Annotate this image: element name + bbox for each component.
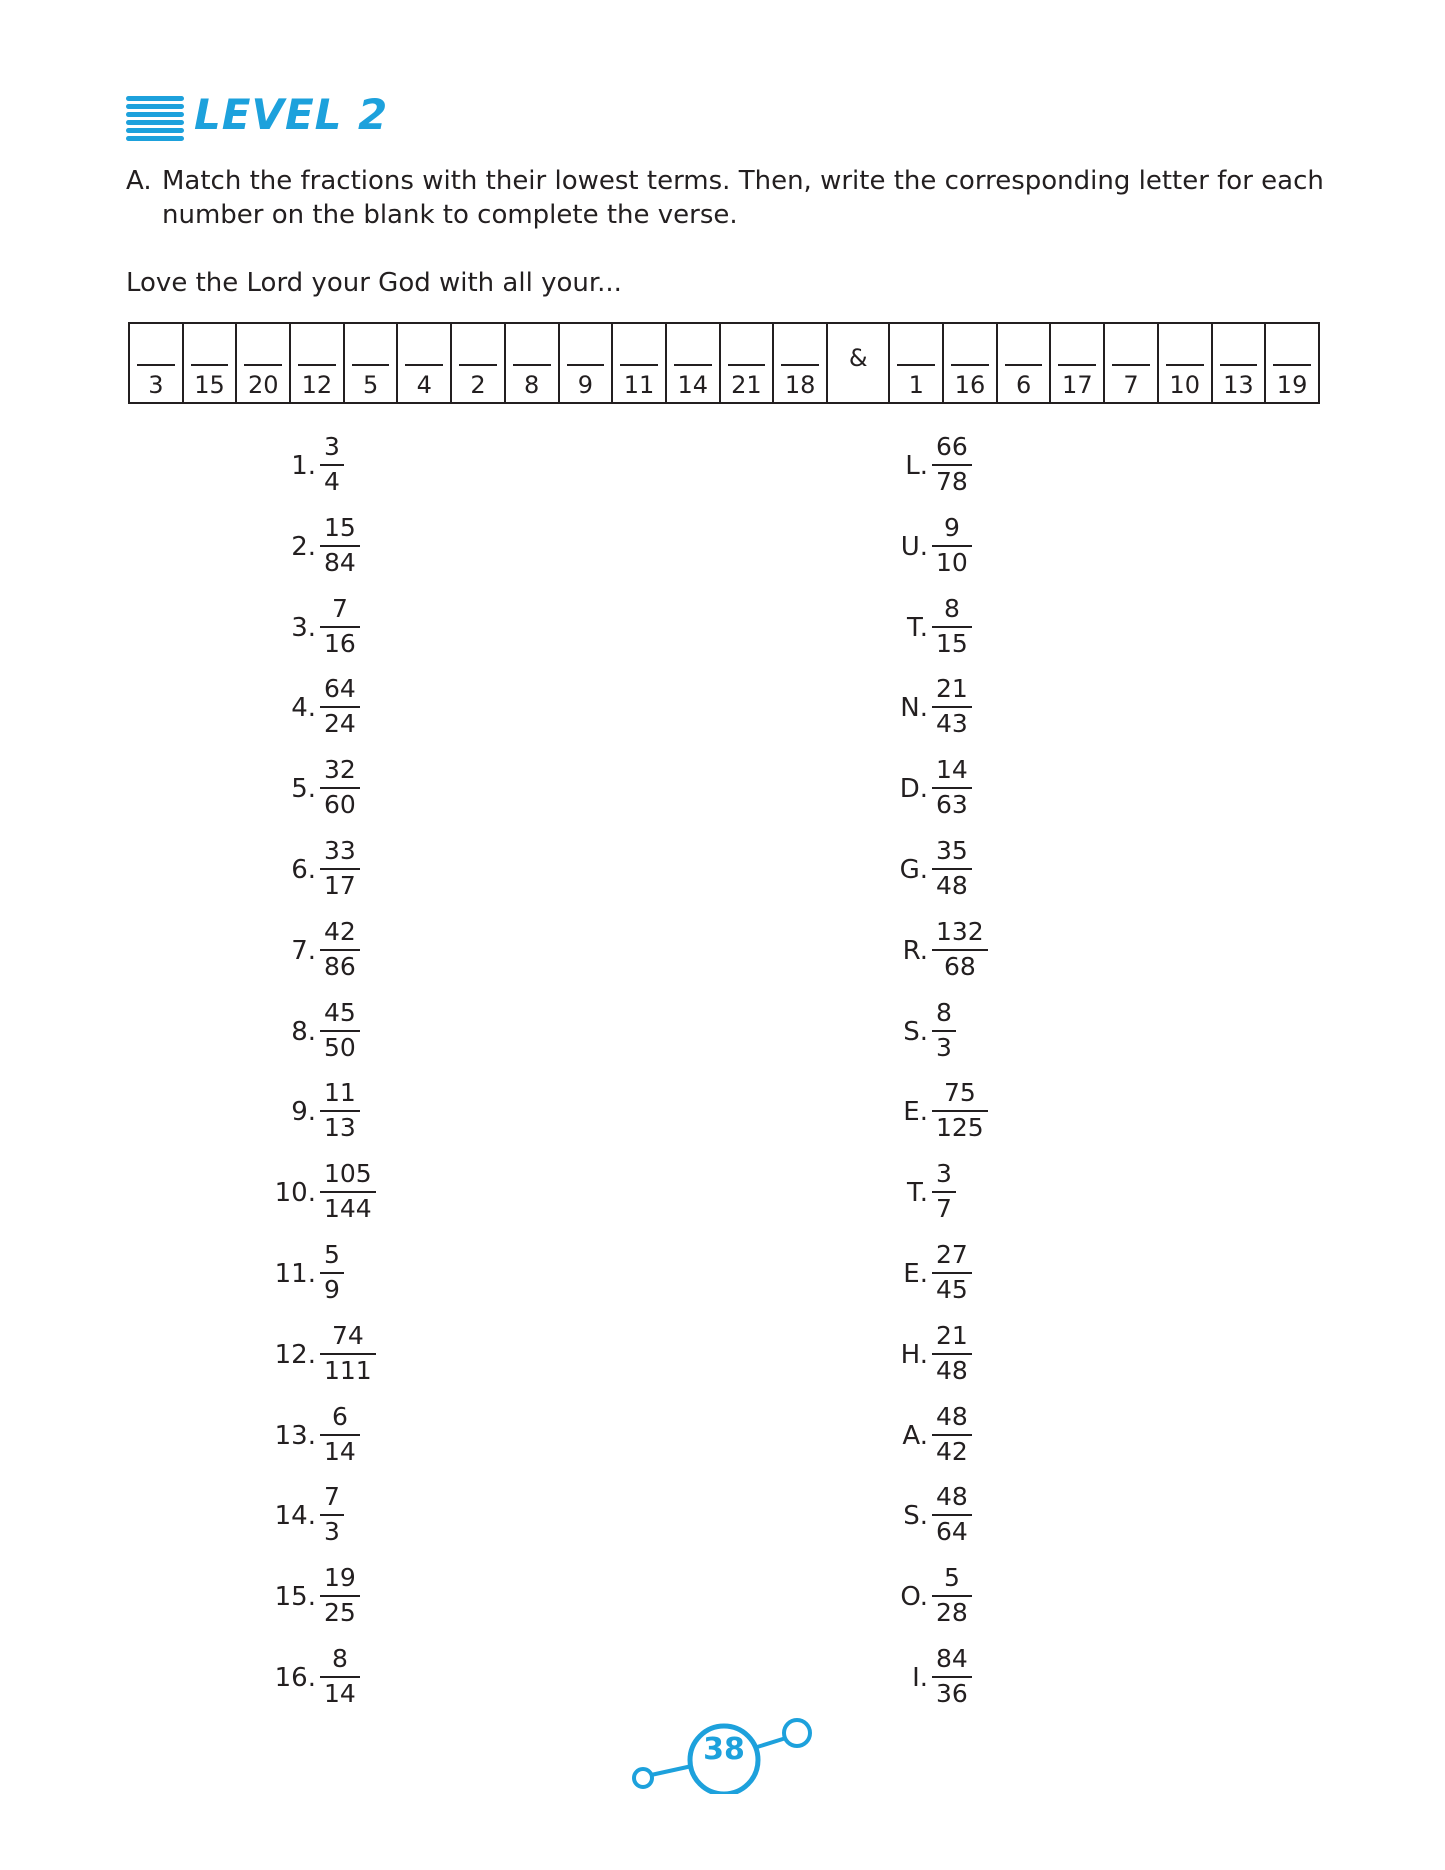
numerator: 5: [943, 1563, 960, 1593]
denominator: 9: [324, 1275, 340, 1304]
fraction: [932, 1078, 988, 1143]
fraction-bar: [320, 1595, 360, 1597]
numerator: 33: [324, 836, 356, 865]
denominator: 50: [324, 1032, 356, 1062]
denominator: 68: [943, 951, 976, 981]
numerator: 105: [324, 1159, 372, 1189]
answer-cell-number: 8: [524, 371, 540, 399]
denominator: 7: [936, 1194, 952, 1224]
fraction: [932, 674, 972, 739]
answer-cell-number: 7: [1123, 371, 1139, 399]
fraction: [320, 432, 344, 497]
fraction: [320, 1402, 360, 1467]
answer-blank[interactable]: [405, 364, 443, 366]
fraction-bar: [932, 545, 972, 547]
answer-cell: [1266, 324, 1318, 402]
answer-item: [882, 836, 1142, 908]
denominator: 45: [936, 1275, 968, 1304]
fraction: [932, 917, 988, 982]
denominator: 17: [324, 871, 356, 900]
fraction-bar: [320, 1514, 344, 1516]
numerator: 8: [331, 1644, 348, 1673]
answer-blank[interactable]: [781, 364, 819, 366]
fraction-bar: [320, 1434, 360, 1436]
answer-item: [882, 1159, 1142, 1231]
numerator: 8: [936, 997, 952, 1027]
denominator: 43: [936, 709, 968, 739]
answer-item: [882, 432, 1142, 504]
problem-item: [266, 1321, 526, 1393]
problem-item: [266, 917, 526, 989]
fraction: [932, 1321, 972, 1386]
numerator: 11: [324, 1078, 356, 1108]
answer-cell-number: 16: [954, 371, 986, 399]
numerator: 74: [331, 1320, 364, 1350]
item-label: 3.: [291, 612, 316, 643]
fraction-bar: [932, 464, 972, 466]
answer-cell: [506, 324, 560, 402]
fraction-bar: [320, 545, 360, 547]
fraction-bar: [320, 868, 360, 870]
answer-blank[interactable]: [567, 364, 605, 366]
answer-item: [882, 513, 1142, 585]
fraction: [932, 1240, 972, 1305]
answer-cell-number: 3: [148, 371, 164, 399]
answer-cell: [237, 324, 291, 402]
item-label: D.: [899, 774, 928, 805]
numerator: 64: [324, 674, 356, 704]
page-number-badge: [630, 1704, 820, 1794]
answer-cell-number: 5: [362, 371, 379, 399]
denominator: 60: [324, 790, 356, 820]
answer-cell-number: 21: [731, 371, 762, 399]
fraction-bar: [320, 1272, 344, 1274]
numerator: 42: [324, 916, 356, 946]
fraction: [320, 1482, 344, 1547]
answer-blank[interactable]: [1005, 364, 1043, 366]
denominator: 13: [324, 1113, 356, 1143]
stacked-lines-icon: [126, 96, 184, 144]
item-label: 12.: [274, 1339, 316, 1370]
denominator: 111: [324, 1355, 372, 1385]
fraction: [320, 513, 360, 578]
item-label: 4.: [291, 693, 316, 724]
verse-prompt: Love the Lord your God with all your...: [126, 268, 622, 298]
fraction: [320, 1644, 360, 1709]
denominator: 15: [936, 628, 968, 658]
item-label: N.: [900, 693, 928, 724]
item-label: T.: [906, 1178, 928, 1209]
answer-item: [882, 998, 1142, 1070]
denominator: 86: [324, 951, 356, 981]
denominator: 10: [936, 547, 968, 577]
ampersand-cell: [828, 324, 890, 402]
item-label: 15.: [274, 1582, 316, 1613]
answer-blank[interactable]: [1112, 364, 1150, 366]
item-label: 9.: [291, 1097, 316, 1128]
problem-item: [266, 1563, 526, 1635]
item-label: A.: [902, 1420, 928, 1451]
item-label: S.: [903, 1501, 928, 1532]
fraction: [320, 674, 360, 739]
fraction-bar: [932, 1676, 972, 1678]
answer-item: [882, 917, 1142, 989]
denominator: 4: [324, 467, 340, 496]
item-label: U.: [900, 531, 928, 562]
answer-blank[interactable]: [1166, 364, 1204, 366]
item-label: I.: [912, 1663, 928, 1693]
denominator: 3: [936, 1032, 952, 1062]
answer-cell: [291, 324, 345, 402]
answer-cell: [452, 324, 506, 402]
denominator: 42: [936, 1436, 968, 1466]
fraction-bar: [932, 1272, 972, 1274]
answer-blank[interactable]: [244, 364, 282, 366]
fraction-bar: [932, 626, 972, 628]
numerator: 48: [936, 1401, 968, 1431]
denominator: 25: [324, 1598, 356, 1628]
answer-blank[interactable]: [620, 364, 658, 366]
instruction-label: A.: [126, 166, 152, 196]
item-label: E.: [903, 1259, 928, 1289]
answer-cell: [345, 324, 399, 402]
fraction: [320, 998, 360, 1063]
item-label: S.: [903, 1016, 928, 1047]
fraction: [320, 755, 360, 820]
fraction-bar: [932, 1353, 972, 1355]
numerator: 7: [331, 593, 348, 623]
problem-item: [266, 1402, 526, 1474]
answer-blank[interactable]: [298, 364, 336, 366]
answer-cell: [184, 324, 238, 402]
answer-cell: [130, 324, 184, 402]
numerator: 32: [324, 755, 356, 785]
level-title: LEVEL 2: [194, 90, 389, 139]
numerator: 27: [936, 1240, 968, 1269]
answer-blank[interactable]: [951, 364, 989, 366]
page-number: 38: [703, 1732, 745, 1767]
denominator: 48: [936, 871, 968, 900]
denominator: 78: [936, 467, 968, 496]
fraction-bar: [932, 1595, 972, 1597]
item-label: 1.: [291, 451, 316, 481]
item-label: T.: [906, 612, 928, 643]
denominator: 14: [324, 1436, 356, 1466]
answer-cell: [998, 324, 1052, 402]
instruction-text: Match the fractions with their lowest terms. Then, write the corresponding letter for each number on the blank to complete the verse.: [162, 166, 1324, 230]
item-label: 7.: [291, 935, 316, 966]
answer-cell-number: 12: [301, 371, 333, 399]
fraction: [932, 513, 972, 578]
item-label: O.: [900, 1582, 928, 1613]
answer-cell-number: 11: [623, 371, 655, 399]
numerator: 35: [936, 836, 968, 865]
fraction-bar: [320, 787, 360, 789]
problem-item: [266, 432, 526, 504]
answer-item: [882, 1482, 1142, 1554]
denominator: 24: [324, 709, 356, 739]
answer-item: [882, 1078, 1142, 1150]
answer-cell-number: 18: [784, 371, 816, 399]
answer-blank[interactable]: [1273, 364, 1311, 366]
numerator: 75: [943, 1078, 976, 1108]
item-label: L.: [905, 451, 928, 481]
numerator: 21: [936, 1320, 968, 1350]
numerator: 5: [324, 1240, 340, 1269]
answer-cell: [721, 324, 775, 402]
numerator: 45: [324, 997, 356, 1027]
numerator: 3: [324, 432, 340, 461]
denominator: 28: [936, 1598, 968, 1628]
numerator: 6: [331, 1401, 348, 1431]
denominator: 64: [936, 1517, 968, 1547]
fraction-bar: [932, 949, 988, 951]
denominator: 14: [324, 1679, 356, 1708]
answer-cell-number: 13: [1223, 371, 1254, 399]
problem-item: [266, 755, 526, 827]
numerator: 19: [324, 1563, 356, 1593]
fraction-bar: [320, 626, 360, 628]
answer-cell: [890, 324, 944, 402]
answer-item: [882, 755, 1142, 827]
numerator: 84: [936, 1644, 968, 1673]
answer-cell-number: 19: [1276, 371, 1308, 399]
answer-cell-number: 2: [470, 371, 486, 399]
fraction-bar: [932, 1191, 956, 1193]
ampersand: &: [848, 344, 868, 372]
fraction-bar: [320, 1030, 360, 1032]
answer-blank[interactable]: [191, 364, 229, 366]
fraction: [932, 1644, 972, 1709]
answer-cell: [1159, 324, 1213, 402]
answer-cell: [1105, 324, 1159, 402]
fraction-bar: [320, 1353, 376, 1355]
answer-blank[interactable]: [728, 364, 766, 366]
answer-blank[interactable]: [897, 364, 935, 366]
fraction: [932, 836, 972, 901]
numerator: 66: [936, 432, 968, 461]
denominator: 36: [936, 1679, 968, 1708]
fraction-bar: [932, 1110, 988, 1112]
answer-blank[interactable]: [513, 364, 551, 366]
fraction: [320, 1240, 344, 1305]
numerator: 9: [943, 512, 960, 542]
fraction: [320, 1078, 360, 1143]
fraction-bar: [320, 1191, 376, 1193]
denominator: 84: [324, 547, 356, 577]
fraction: [932, 998, 956, 1063]
fraction-bar: [932, 706, 972, 708]
answer-cell-number: 9: [577, 371, 593, 399]
numerator: 48: [936, 1482, 968, 1512]
answer-cell: [613, 324, 667, 402]
numerator: 132: [936, 916, 984, 946]
answer-item: [882, 1321, 1142, 1393]
answer-cell: [667, 324, 721, 402]
problem-item: [266, 998, 526, 1070]
item-label: 6.: [291, 855, 316, 885]
answer-blank[interactable]: [674, 364, 712, 366]
numerator: 7: [324, 1482, 340, 1512]
answer-blank[interactable]: [352, 364, 390, 366]
fraction: [932, 594, 972, 659]
answer-cell-number: 20: [247, 371, 279, 399]
answer-item: [882, 1563, 1142, 1635]
fraction: [320, 1159, 376, 1224]
answer-cell-number: 17: [1062, 371, 1093, 399]
item-label: 14.: [274, 1501, 316, 1532]
answer-blank[interactable]: [459, 364, 497, 366]
numerator: 21: [936, 674, 968, 704]
problem-item: [266, 674, 526, 746]
problem-item: [266, 1644, 526, 1716]
fraction-bar: [932, 1434, 972, 1436]
fraction: [932, 1563, 972, 1628]
answer-cell: [398, 324, 452, 402]
fraction-bar: [932, 1514, 972, 1516]
denominator: 16: [324, 628, 356, 658]
answer-cell-number: 6: [1016, 371, 1032, 399]
fraction: [320, 917, 360, 982]
fraction: [932, 432, 972, 497]
answer-cell: [1051, 324, 1105, 402]
answer-item: [882, 594, 1142, 666]
item-label: 5.: [291, 774, 316, 805]
item-label: E.: [903, 1097, 928, 1128]
problem-item: [266, 1482, 526, 1554]
fraction: [932, 1402, 972, 1467]
answer-item: [882, 1240, 1142, 1312]
fraction: [932, 755, 972, 820]
fraction: [320, 1321, 376, 1386]
problem-item: [266, 836, 526, 908]
fraction-bar: [932, 787, 972, 789]
answer-cell-number: 1: [908, 371, 924, 399]
denominator: 144: [324, 1194, 372, 1224]
fraction-bar: [932, 868, 972, 870]
item-label: 16.: [274, 1663, 316, 1693]
fraction: [320, 1563, 360, 1628]
item-label: G.: [899, 855, 928, 885]
fraction-bar: [320, 464, 344, 466]
denominator: 3: [324, 1517, 340, 1547]
answer-item: [882, 1402, 1142, 1474]
item-label: H.: [900, 1339, 928, 1370]
answer-cell: [944, 324, 998, 402]
item-label: R.: [902, 935, 928, 966]
answer-cell: [1213, 324, 1267, 402]
denominator: 125: [936, 1113, 984, 1143]
problem-item: [266, 594, 526, 666]
problem-item: [266, 1240, 526, 1312]
fraction-bar: [320, 949, 360, 951]
answer-cell-number: 15: [194, 371, 225, 399]
answer-blank[interactable]: [1220, 364, 1258, 366]
item-label: 2.: [291, 531, 316, 562]
fraction-bar: [932, 1030, 956, 1032]
item-label: 8.: [291, 1016, 316, 1047]
denominator: 48: [936, 1355, 968, 1385]
problem-item: [266, 513, 526, 585]
numerator: 14: [936, 755, 968, 785]
problem-item: [266, 1078, 526, 1150]
answer-cell: [774, 324, 828, 402]
answer-cell-number: 4: [416, 371, 432, 399]
answer-cell: [560, 324, 614, 402]
fraction: [320, 836, 360, 901]
answer-cell-number: 14: [677, 371, 708, 399]
answer-item: [882, 1644, 1142, 1716]
fraction: [932, 1159, 956, 1224]
answer-cell-number: 10: [1169, 371, 1200, 399]
item-label: 13.: [274, 1420, 316, 1451]
numerator: 15: [324, 512, 356, 542]
answer-blank[interactable]: [1058, 364, 1096, 366]
item-label: 10.: [274, 1178, 316, 1209]
answer-blank[interactable]: [137, 364, 175, 366]
fraction-bar: [320, 1676, 360, 1678]
fraction-bar: [320, 706, 360, 708]
numerator: 3: [936, 1159, 952, 1189]
fraction-bar: [320, 1110, 360, 1112]
denominator: 63: [936, 790, 968, 820]
numerator: 8: [943, 593, 960, 623]
fraction: [320, 594, 360, 659]
fraction: [932, 1482, 972, 1547]
answer-item: [882, 674, 1142, 746]
answer-table: [128, 322, 1320, 404]
problem-item: [266, 1159, 526, 1231]
item-label: 11.: [274, 1259, 316, 1289]
